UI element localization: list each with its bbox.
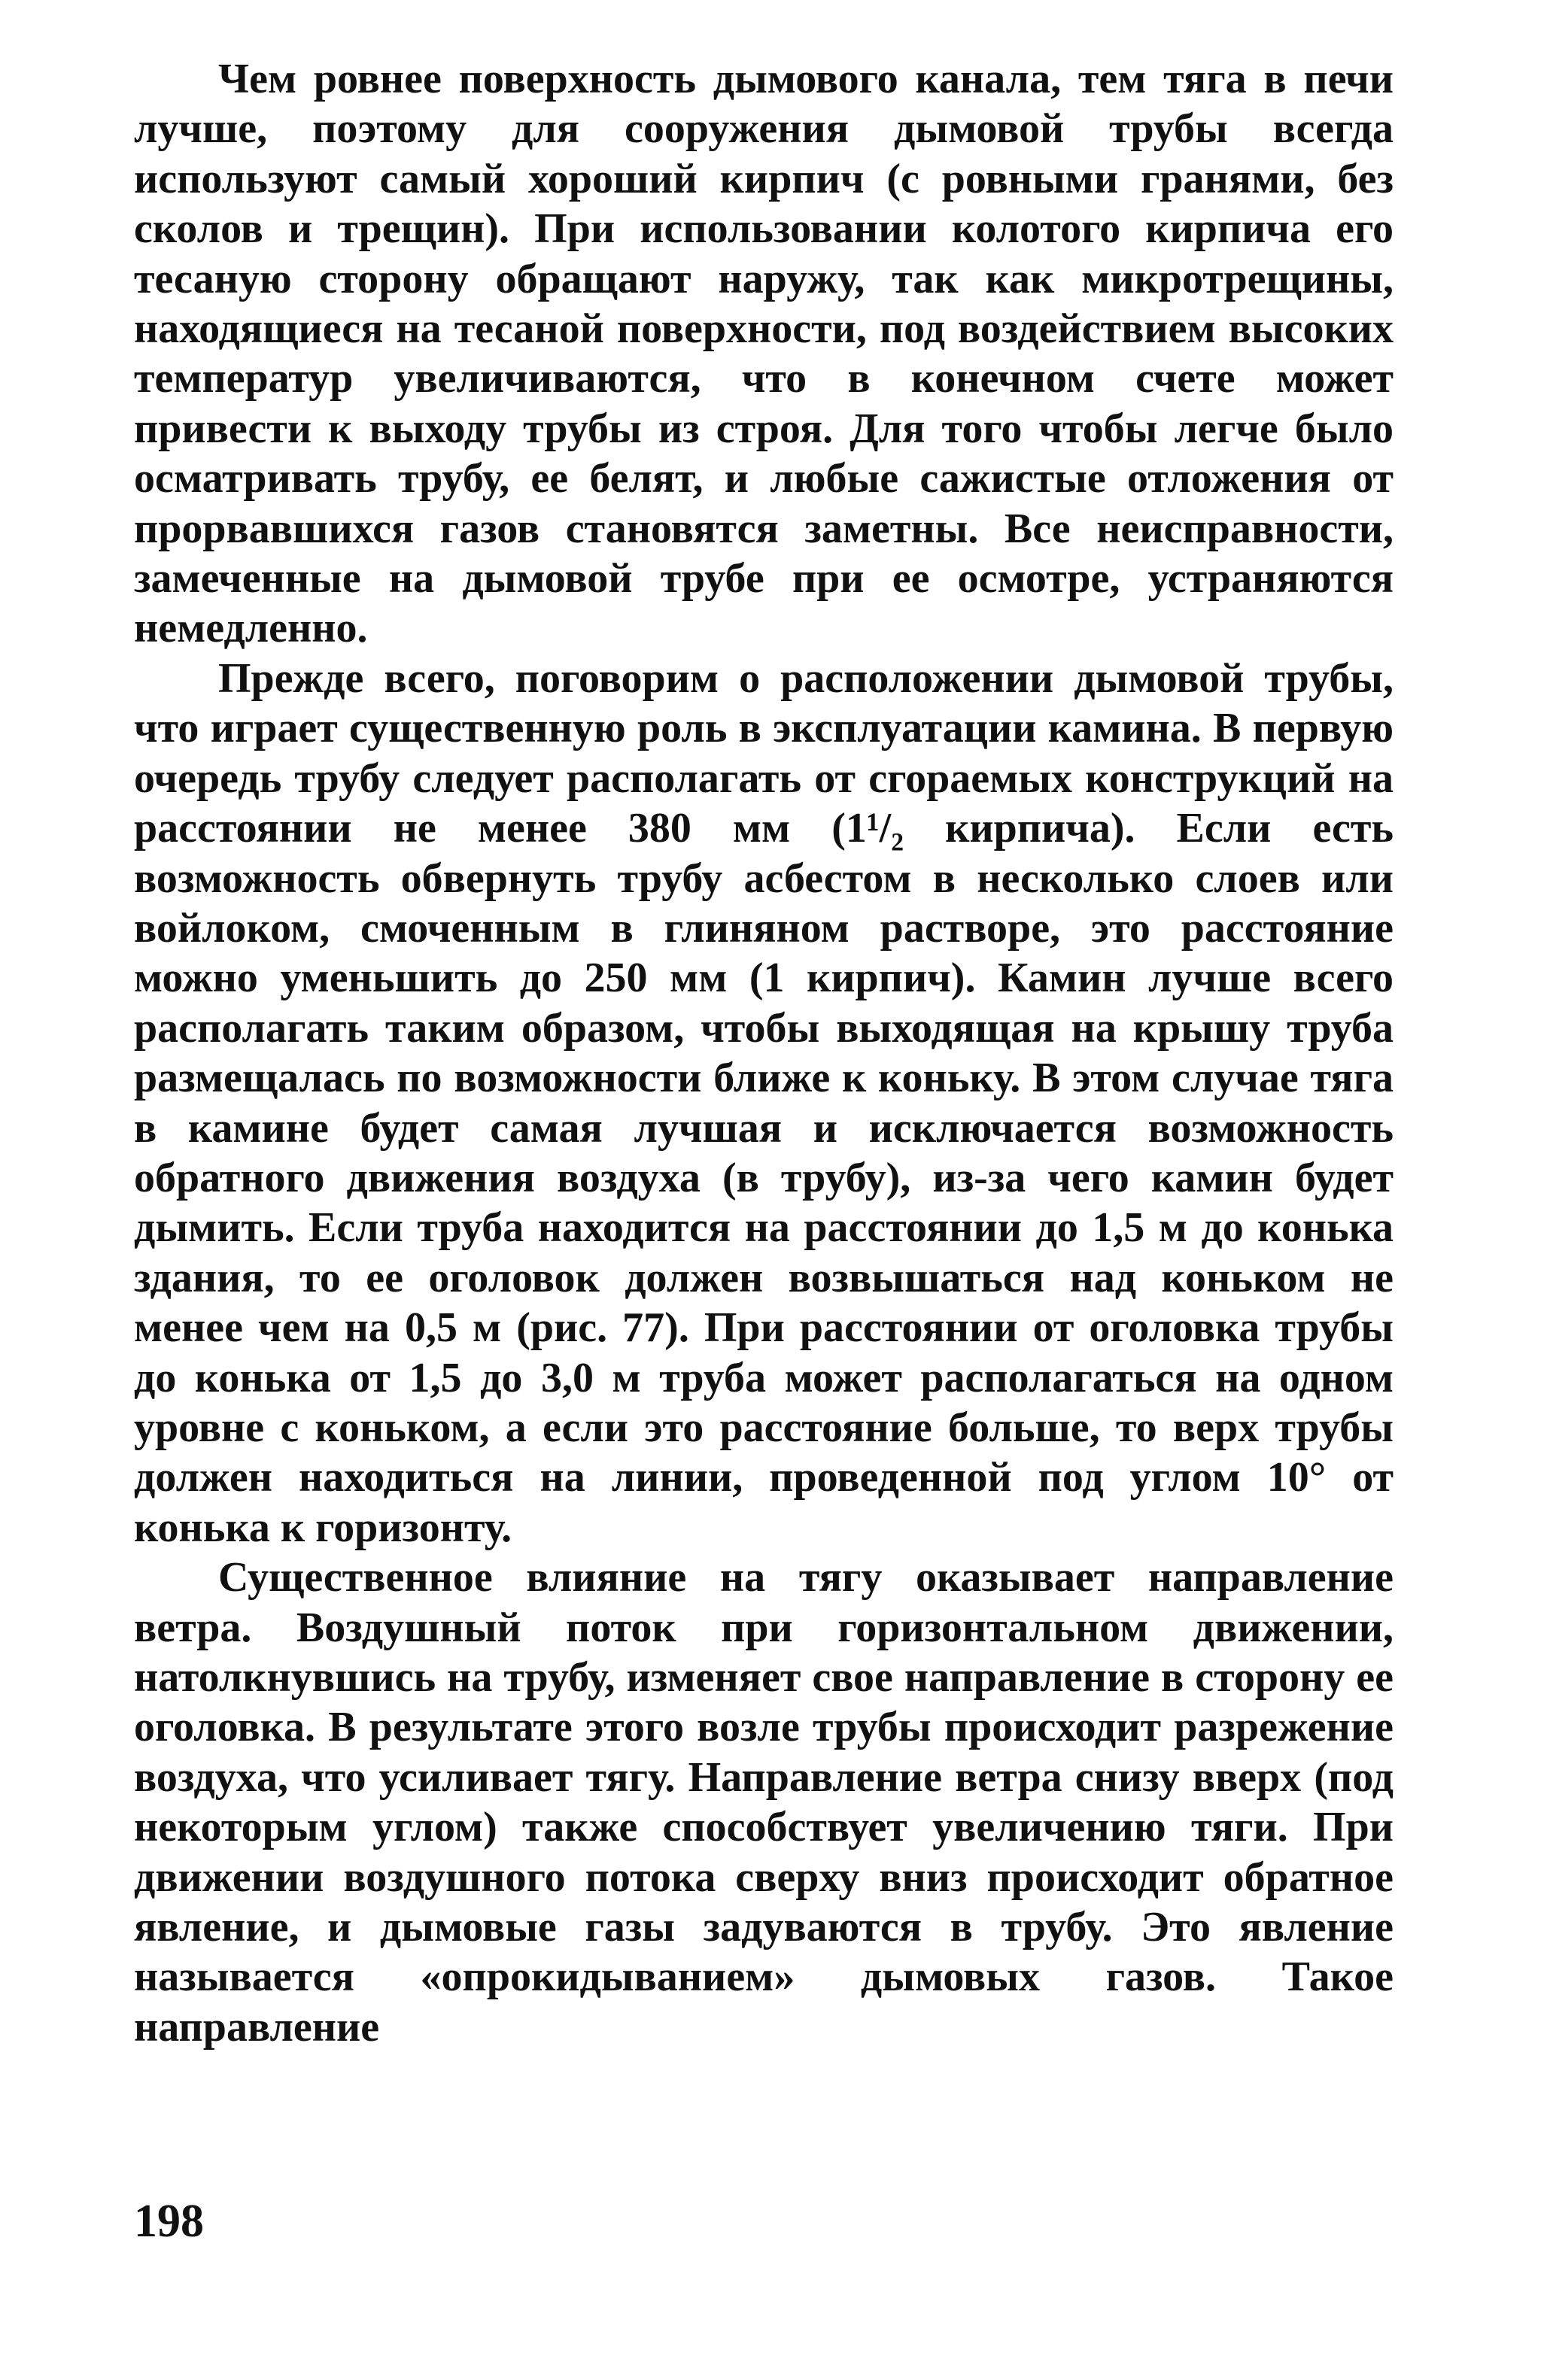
paragraph-wind-direction: Существенное влияние на тягу оказывает направление ветра. Воздушный поток при горизонтальном движении, натолкнувшись на трубу, изменяет свое направление в сторону ее оголовка. В результате этого возле трубы происходит разрежение воздуха, что усиливает тягу. Направление ветра снизу вверх (под некоторым углом) также способствует увеличению тяги. При движении воздушного потока сверху вниз происходит обратное явление, и дымовые газы задуваются в трубу. Это явление называется «опрокидыванием» дымовых газов. Такое направление bbox=[134, 1554, 1394, 2051]
paragraph-chimney-location: Прежде всего, поговорим о расположении дымовой трубы, что играет существенную роль в эксплуатации камина. В первую очередь трубу следует располагать от сгораемых конструкций на расстоянии не менее 380 мм (1¹/₂ кирпича). Если есть возможность обвернуть трубу асбестом в несколько слоев или войлоком, смоченным в глиняном растворе, это расстояние можно уменьшить до 250 мм (1 кирпич). Камин лучше всего располагать таким образом, чтобы выходящая на крышу труба размещалась по возможности ближе к коньку. В этом случае тяга в камине будет самая лучшая и исключается возможность обратного движения воздуха (в трубу), из-за чего камин будет дымить. Если труба находится на расстоянии до 1,5 м до конька здания, то ее оголовок должен возвышаться над коньком не менее чем на 0,5 м (рис. 77). При расстоянии от оголовка трубы до конька от 1,5 до 3,0 м труба может располагаться на одном уровне с коньком, а если это расстояние больше, то верх трубы должен находиться на линии, проведенной под углом 10° от конька к горизонту. bbox=[134, 654, 1394, 1551]
page-body bbox=[134, 54, 1394, 2052]
paragraph-chimney-surface: Чем ровнее поверхность дымового канала, тем тяга в печи лучше, поэтому для сооружения дымовой трубы всегда используют самый хороший кирпич (с ровными гранями, без сколов и трещин). При использовании колотого кирпича его тесаную сторону обращают наружу, так как микротрещины, находящиеся на тесаной поверхности, под воздействием высоких температур увеличиваются, что в конечном счете может привести к выходу трубы из строя. Для того чтобы легче было осматривать трубу, ее белят, и любые сажистые отложения от прорвавшихся газов становятся заметны. Все неисправности, замеченные на дымовой трубе при ее осмотре, устраняются немедленно. bbox=[134, 56, 1394, 652]
page-number: 198 bbox=[134, 2196, 204, 2247]
